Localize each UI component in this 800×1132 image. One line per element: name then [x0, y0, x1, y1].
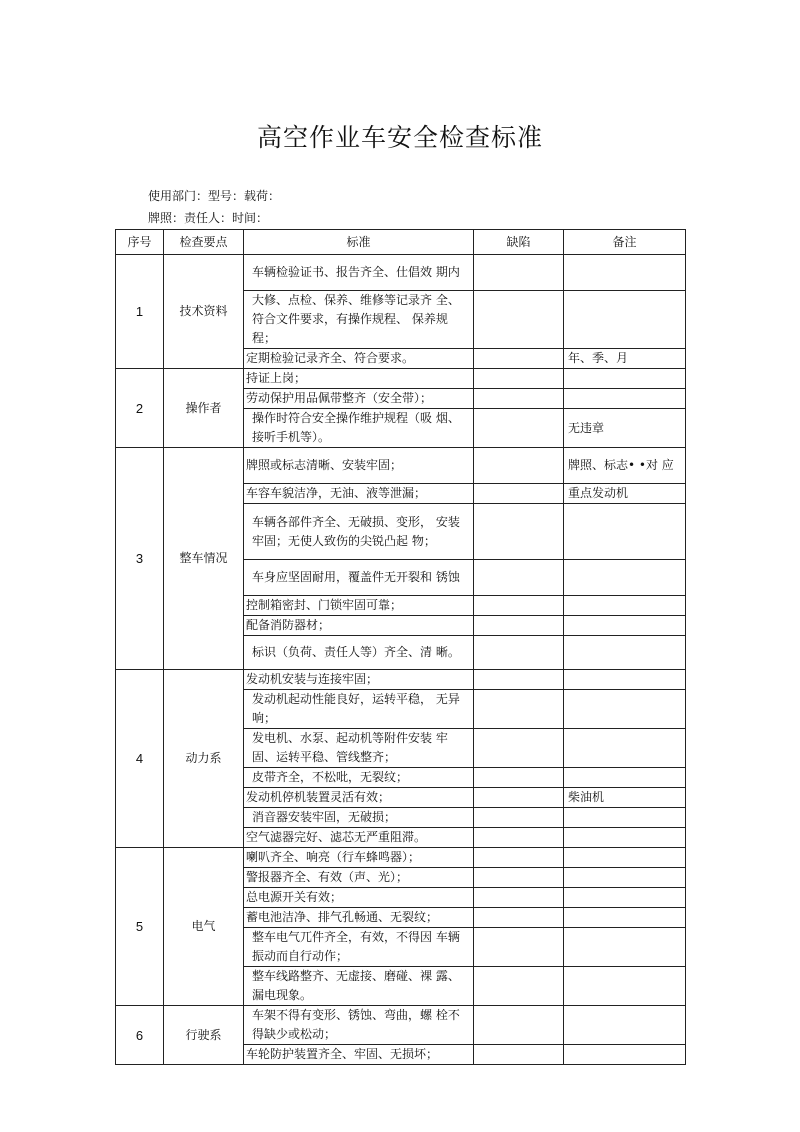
header-point: 检查要点 — [164, 230, 244, 255]
defect-cell — [474, 1045, 564, 1065]
standard-cell: 劳动保护用品佩带整齐（安全带）； — [244, 389, 474, 409]
remark-cell — [564, 848, 686, 868]
defect-cell — [474, 1006, 564, 1045]
remark-cell — [564, 908, 686, 928]
table-row — [116, 1006, 686, 1045]
remark-cell — [564, 369, 686, 389]
defect-cell — [474, 409, 564, 448]
standard-cell: 发动机安装与连接牢固； — [244, 670, 474, 690]
defect-cell — [474, 967, 564, 1006]
remark-cell — [564, 255, 686, 291]
standard-cell: 持证上岗； — [244, 369, 474, 389]
remark-cell — [564, 504, 686, 560]
standard-cell: 配备消防器材； — [244, 616, 474, 636]
defect-cell — [474, 768, 564, 788]
remark-cell: 柴油机 — [564, 788, 686, 808]
remark-cell — [564, 928, 686, 967]
defect-cell — [474, 888, 564, 908]
remark-cell — [564, 888, 686, 908]
remark-cell: 无违章 — [564, 409, 686, 448]
section-check-point: 动力系 — [164, 670, 244, 848]
standard-cell: 车辆检验证书、报告齐全、仕倡效 期内 — [244, 255, 474, 291]
standard-cell: 整车电气兀件齐全，有效，不得因 车辆振动而自行动作； — [244, 928, 474, 967]
inspection-table — [115, 229, 686, 1065]
standard-cell: 大修、点检、保养、维修等记录齐 全、符合文件要求，有操作规程、 保养规程； — [244, 291, 474, 349]
remark-cell — [564, 690, 686, 729]
standard-cell: 空气滤器完好、滤芯无严重阻滞。 — [244, 828, 474, 848]
standard-cell: 喇叭齐全、响亮（行车蜂鸣器）； — [244, 848, 474, 868]
standard-cell: 警报器齐全、有效（声、光）； — [244, 868, 474, 888]
standard-cell: 车辆各部件齐全、无破损、变形， 安装牢固；无使人致伤的尖锐凸起 物； — [244, 504, 474, 560]
standard-cell: 发电机、水泵、起动机等附件安装 牢固、运转平稳、管线整齐； — [244, 729, 474, 768]
section-check-point: 电气 — [164, 848, 244, 1006]
standard-cell: 控制箱密封、门锁牢固可靠； — [244, 596, 474, 616]
standard-cell: 车身应坚固耐用，覆盖件无开裂和 锈蚀 — [244, 560, 474, 596]
remark-cell — [564, 808, 686, 828]
section-number: 4 — [116, 670, 164, 848]
remark-cell: 牌照、标志• •对 应 — [564, 448, 686, 484]
defect-cell — [474, 828, 564, 848]
meta-line-plate: 牌照：责任人：时间： — [148, 211, 269, 225]
defect-cell — [474, 848, 564, 868]
standard-cell: 车架不得有变形、锈蚀、弯曲，螺 栓不得缺少或松动； — [244, 1006, 474, 1045]
defect-cell — [474, 928, 564, 967]
remark-cell — [564, 967, 686, 1006]
remark-cell — [564, 670, 686, 690]
defect-cell — [474, 908, 564, 928]
standard-cell: 消音器安装牢固，无破损； — [244, 808, 474, 828]
defect-cell — [474, 504, 564, 560]
defect-cell — [474, 690, 564, 729]
meta-line-department: 使用部门：型号：载荷： — [148, 189, 281, 203]
section-number: 6 — [116, 1006, 164, 1065]
remark-cell — [564, 828, 686, 848]
section-check-point: 行驶系 — [164, 1006, 244, 1065]
header-defect: 缺陷 — [474, 230, 564, 255]
table-row — [116, 848, 686, 868]
defect-cell — [474, 255, 564, 291]
remark-cell — [564, 1045, 686, 1065]
remark-cell — [564, 768, 686, 788]
remark-cell — [564, 729, 686, 768]
defect-cell — [474, 788, 564, 808]
section-number: 3 — [116, 448, 164, 670]
remark-cell — [564, 596, 686, 616]
standard-cell: 车容车貌洁净，无油、液等泄漏； — [244, 484, 474, 504]
remark-cell — [564, 1006, 686, 1045]
table-row — [116, 670, 686, 690]
standard-cell: 操作时符合安全操作维护规程（吸 烟、接听手机等）。 — [244, 409, 474, 448]
defect-cell — [474, 808, 564, 828]
defect-cell — [474, 596, 564, 616]
remark-cell — [564, 560, 686, 596]
standard-cell: 定期检验记录齐全、符合要求。 — [244, 349, 474, 369]
standard-cell: 牌照或标志清晰、安装牢固； — [244, 448, 474, 484]
defect-cell — [474, 560, 564, 596]
header-standard: 标准 — [244, 230, 474, 255]
remark-cell — [564, 616, 686, 636]
standard-cell: 车轮防护装置齐全、牢固、无损坏； — [244, 1045, 474, 1065]
section-check-point: 技术资料 — [164, 255, 244, 369]
remark-cell — [564, 389, 686, 409]
remark-cell: 年、季、月 — [564, 349, 686, 369]
standard-cell: 蓄电池洁净、排气孔畅通、无裂纹； — [244, 908, 474, 928]
table-header-row — [116, 230, 686, 255]
header-remark: 备注 — [564, 230, 686, 255]
defect-cell — [474, 349, 564, 369]
defect-cell — [474, 729, 564, 768]
standard-cell: 发动机起动性能良好，运转平稳， 无异响； — [244, 690, 474, 729]
defect-cell — [474, 868, 564, 888]
table-row — [116, 448, 686, 484]
table-row — [116, 369, 686, 389]
standard-cell: 标识（负荷、责任人等）齐全、清 晰。 — [244, 636, 474, 670]
standard-cell: 皮带齐全，不松吡，无裂纹； — [244, 768, 474, 788]
defect-cell — [474, 291, 564, 349]
header-no: 序号 — [116, 230, 164, 255]
standard-cell: 整车线路整齐、无虚接、磨碰、裸 露、漏电现象。 — [244, 967, 474, 1006]
table-body — [116, 255, 686, 1065]
defect-cell — [474, 670, 564, 690]
defect-cell — [474, 369, 564, 389]
remark-cell — [564, 291, 686, 349]
defect-cell — [474, 389, 564, 409]
standard-cell: 发动机停机装置灵活有效； — [244, 788, 474, 808]
section-number: 5 — [116, 848, 164, 1006]
remark-cell — [564, 636, 686, 670]
section-check-point: 操作者 — [164, 369, 244, 448]
defect-cell — [474, 616, 564, 636]
section-number: 1 — [116, 255, 164, 369]
defect-cell — [474, 636, 564, 670]
remark-cell — [564, 868, 686, 888]
section-check-point: 整车情况 — [164, 448, 244, 670]
table-row — [116, 255, 686, 291]
remark-cell: 重点发动机 — [564, 484, 686, 504]
standard-cell: 总电源开关有效； — [244, 888, 474, 908]
defect-cell — [474, 448, 564, 484]
section-number: 2 — [116, 369, 164, 448]
document-title: 高空作业车安全检查标准 — [256, 123, 543, 152]
defect-cell — [474, 484, 564, 504]
